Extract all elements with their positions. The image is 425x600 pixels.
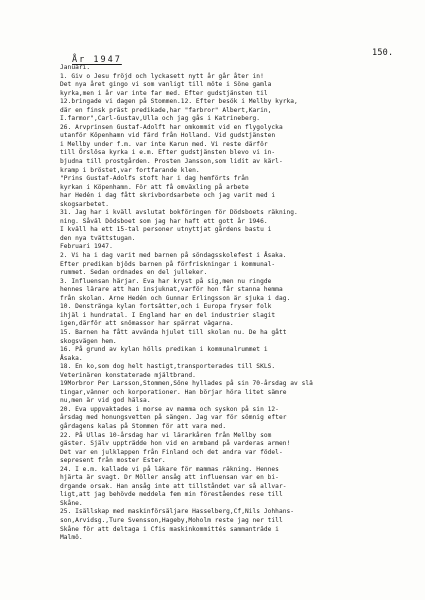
diary-line: Februari 1947. bbox=[60, 243, 113, 251]
diary-line: gäster. Själv uppträdde hon vid en armband på varderas armen! bbox=[60, 440, 291, 448]
diary-line: Malmö. bbox=[60, 534, 83, 542]
diary-line: 20. Eva uppvaktades i morse av mamma och syskon på sin 12- bbox=[60, 405, 279, 413]
diary-body-text bbox=[60, 64, 410, 543]
diary-line: gårdagens kalas på Stommen för att vara med. bbox=[60, 422, 227, 430]
diary-line: I.farmor",Carl-Gustav,Ulla och jag gås i Katrineberg. bbox=[60, 115, 261, 123]
diary-line: 26. Arvprinsen Gustaf-Adolft har omkommit vid en flygolycka bbox=[60, 123, 283, 131]
diary-line: Det var en julklappen från Finland och det andra var födel- bbox=[60, 448, 283, 456]
diary-line: 1. Giv o Jesu fröjd och lyckasett nytt år går åter in! bbox=[60, 72, 264, 80]
diary-line: rummet. Sedan ordnades en del julleker. bbox=[60, 269, 208, 277]
diary-line: 10. Denstränga kylan fortsätter,och i Europa fryser folk bbox=[60, 303, 272, 311]
diary-line: tingar,vänner och korporationer. Han börjar höra litet sämre bbox=[60, 388, 287, 396]
diary-line: kyrka,men i år var inte far med. Efter gudstjänsten til bbox=[60, 89, 268, 97]
diary-line: 12.bringade vi dagen på Stommen.12. Efter besök i Mellby kyrka, bbox=[60, 98, 298, 106]
diary-line: där en finsk präst predikade,har "farbror" Albert,Karin, bbox=[60, 106, 272, 114]
diary-line: ning. Såväl Dödsboet som jag har haft ett gott år 1946. bbox=[60, 217, 268, 225]
diary-line: I kväll ha ett 15-tal personer utnyttjat gårdens bastu i bbox=[60, 226, 272, 234]
diary-line: Januari. bbox=[60, 64, 91, 71]
diary-line: 3. Influensan härjar. Eva har kryst på sig,men nu ringde bbox=[60, 277, 272, 285]
diary-line: Skåne. bbox=[60, 499, 83, 507]
diary-line: kyrkan i Köpenhamn. För att få omväxling på arbete bbox=[60, 183, 249, 191]
diary-line: hennes lärare att han insjuknat,varför hon får stanna hemma bbox=[60, 286, 283, 294]
diary-line: årsdag med honungsvetten på sängen. Jag var för sömnig efter bbox=[60, 414, 287, 422]
diary-line: ligt,att jag behövde meddela fem min föreståendes rese till bbox=[60, 491, 283, 499]
diary-line: Det nya året gingo vi som vanligt till möte i Söne gamla bbox=[60, 81, 272, 89]
diary-line: kramp i bröstet,var fortfarande klen. bbox=[60, 166, 200, 174]
diary-line: i Mellby under f.m. var inte Karun med. Vi reste därför bbox=[60, 140, 268, 148]
diary-line: den nya tvättstugan. bbox=[60, 234, 136, 242]
diary-line: 16. På grund av kylan hölls predikan i kommunalrummet i bbox=[60, 346, 268, 354]
diary-line: ihjäl i hundratal. I England har en del industrier slagit bbox=[60, 311, 276, 319]
diary-line: drgande orsak. Han ansåg inte att tillståndet var så allvar- bbox=[60, 482, 287, 490]
diary-line: Skåne för att deltaga i Cfis maskinkommittés sammanträde i bbox=[60, 525, 279, 533]
diary-line: 18. En ko,som dog helt hastigt,transporterades till SKLS. bbox=[60, 363, 276, 371]
diary-line: Åsaka. bbox=[60, 354, 83, 362]
diary-line: sepresent från moster Ester. bbox=[60, 457, 166, 465]
diary-line: 15. Barnen ha fått avvända hjulet till skolan nu. De ha gått bbox=[60, 328, 287, 336]
diary-line: Veterinären konstaterade mjältbrand. bbox=[60, 371, 196, 379]
page-number: 150. bbox=[372, 48, 394, 58]
diary-line: son,Arvidsg.,Ture Svensson,Hageby,Moholm reste jag ner till bbox=[60, 516, 283, 524]
year-heading: År 1947 bbox=[72, 55, 122, 65]
diary-line: från skolan. Arne Hedén och Gunnar Erlingsson är sjuka i dag. bbox=[60, 294, 291, 302]
diary-line: 22. På Ullas 10-årsdag har vi lärarkåren från Mellby som bbox=[60, 431, 272, 439]
diary-line: nu,men är vid god hälsa. bbox=[60, 397, 151, 405]
diary-line: 2. Vi ha i dag varit med barnen på söndagsskolefest i Åsaka. bbox=[60, 252, 287, 260]
diary-line: 25. Isällskap med maskinförsäljare Hasselberg,Cf,Nils Johhans- bbox=[60, 508, 295, 516]
diary-line: "Prins Gustaf-Adolfs stoft har i dag hemförts från bbox=[60, 175, 249, 183]
diary-line: skogsarbetet. bbox=[60, 200, 110, 208]
diary-line: 24. I e.m. kallade vi på läkare för mammas räkning. Hennes bbox=[60, 465, 279, 473]
diary-line: skogsvägen hem. bbox=[60, 337, 117, 345]
diary-line: har Hedén i dag fått skrivbordsarbete och jag varit med i bbox=[60, 192, 276, 200]
diary-line: till Örslösa kyrka i e.m. Efter gudstjänsten blevo vi in- bbox=[60, 149, 276, 157]
diary-line: igen,därför att snömassor har spärrat vägarna. bbox=[60, 320, 234, 328]
diary-line: utanför Köpenhamn vid färd från Holland. Vid gudstjänsten bbox=[60, 132, 276, 140]
diary-line: Efter predikan bjöds barnen på förfriskningar i kommunal- bbox=[60, 260, 276, 268]
diary-line: hjärta är svagt. Dr Möller ansåg att influensan var en bi- bbox=[60, 474, 279, 482]
diary-line: 31. Jag har i kväll avslutat bokföringen för Dödsboets räkning. bbox=[60, 209, 298, 217]
diary-line: bjudna till prostgården. Prosten Jansson,som lidit av kärl- bbox=[60, 158, 283, 166]
diary-line: 19Morbror Per Larsson,Stommen,Söne hyllades på sin 70-årsdag av slä bbox=[60, 380, 313, 388]
